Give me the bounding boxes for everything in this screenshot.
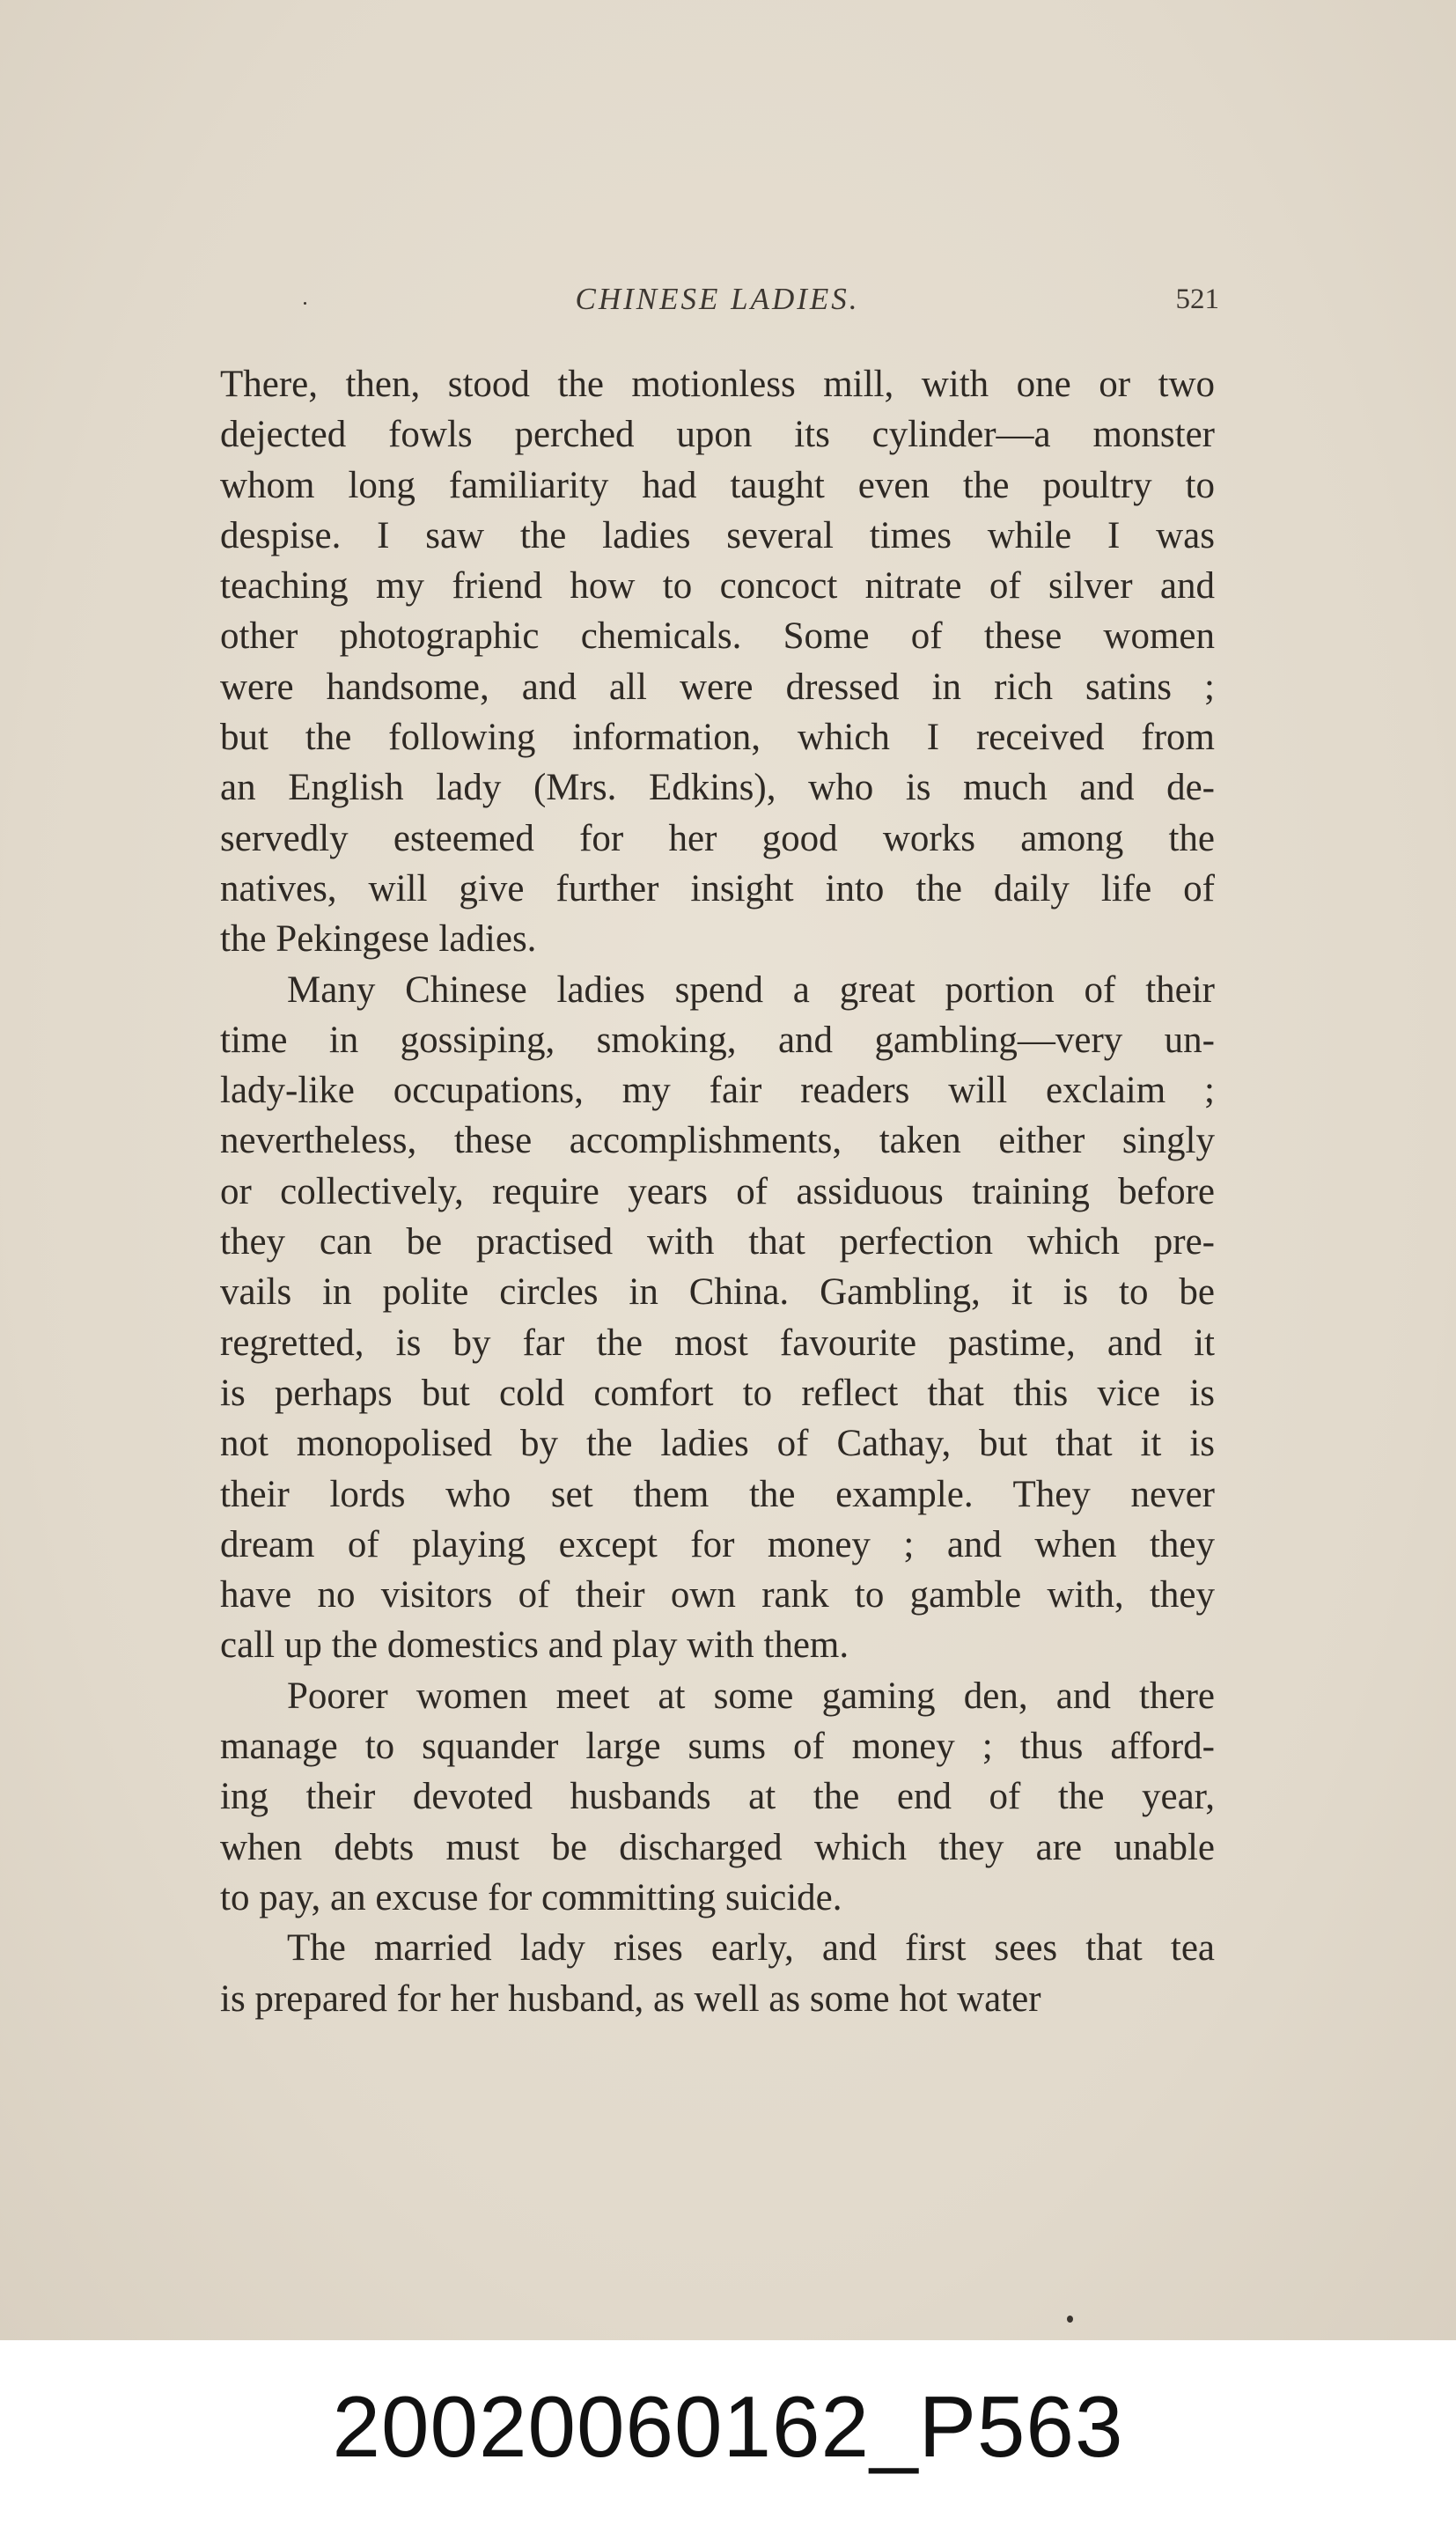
- text-line: but the following information, which I received from: [220, 717, 1215, 759]
- text-line: lady-like occupations, my fair readers will exclaim ;: [220, 1070, 1215, 1112]
- text-line: is prepared for her husband, as well as some hot water: [220, 1977, 1041, 2020]
- text-line: an English lady (Mrs. Edkins), who is much and de-: [220, 767, 1215, 809]
- text-line: not monopolised by the ladies of Cathay, but that it is: [220, 1423, 1215, 1465]
- text-line: natives, will give further insight into the daily life of: [220, 867, 1215, 909]
- text-line: despise. I saw the ladies several times while I was: [220, 514, 1215, 556]
- text-line: Many Chinese ladies spend a great portion of their: [287, 968, 1215, 1011]
- text-line: have no visitors of their own rank to gamble with, they: [220, 1574, 1215, 1616]
- page-header: [220, 282, 1219, 335]
- text-line: dejected fowls perched upon its cylinder—a monster: [220, 414, 1215, 456]
- image-id-caption: 20020060162_P563: [332, 2378, 1124, 2475]
- text-line: other photographic chemicals. Some of these women: [220, 615, 1215, 658]
- paragraph: [220, 1671, 1215, 1923]
- page-number: 521: [1175, 284, 1219, 315]
- text-line: nevertheless, these accomplishments, taken either singly: [220, 1120, 1215, 1162]
- paragraph: [220, 1923, 1215, 2024]
- text-line: call up the domestics and play with them.: [220, 1624, 849, 1667]
- running-title: CHINESE LADIES.: [575, 282, 860, 316]
- text-line: dream of playing except for money ; and when they: [220, 1523, 1215, 1565]
- text-line: to pay, an excuse for committing suicide.: [220, 1876, 842, 1918]
- text-line: manage to squander large sums of money ; thus afford-: [220, 1726, 1215, 1768]
- ink-speck: [1067, 2316, 1073, 2323]
- text-line: vails in polite circles in China. Gambling, it is to be: [220, 1271, 1215, 1314]
- text-line: ing their devoted husbands at the end of the year,: [220, 1776, 1215, 1818]
- text-line: teaching my friend how to concoct nitrate of silver and: [220, 565, 1215, 608]
- text-line: when debts must be discharged which they are unable: [220, 1826, 1215, 1868]
- text-line: Poorer women meet at some gaming den, and there: [287, 1675, 1215, 1717]
- paragraph: [220, 359, 1215, 965]
- text-line: their lords who set them the example. They never: [220, 1473, 1215, 1515]
- text-line: servedly esteemed for her good works among the: [220, 817, 1215, 859]
- body-text: [220, 359, 1215, 2024]
- text-line: whom long familiarity had taught even the poultry to: [220, 464, 1215, 506]
- ink-speck: [304, 302, 306, 305]
- text-line: regretted, is by far the most favourite pastime, and it: [220, 1322, 1215, 1364]
- text-line: is perhaps but cold comfort to reflect that this vice is: [220, 1372, 1215, 1414]
- text-line: or collectively, require years of assiduous training before: [220, 1170, 1215, 1212]
- text-line: time in gossiping, smoking, and gambling—very un-: [220, 1019, 1215, 1061]
- text-line: were handsome, and all were dressed in rich satins ;: [220, 666, 1215, 708]
- text-line: they can be practised with that perfection which pre-: [220, 1221, 1215, 1263]
- paragraph: [220, 965, 1215, 1671]
- text-line: The married lady rises early, and first sees that tea: [287, 1927, 1215, 1970]
- text-line: the Pekingese ladies.: [220, 918, 537, 961]
- text-line: There, then, stood the motionless mill, with one or two: [220, 364, 1215, 405]
